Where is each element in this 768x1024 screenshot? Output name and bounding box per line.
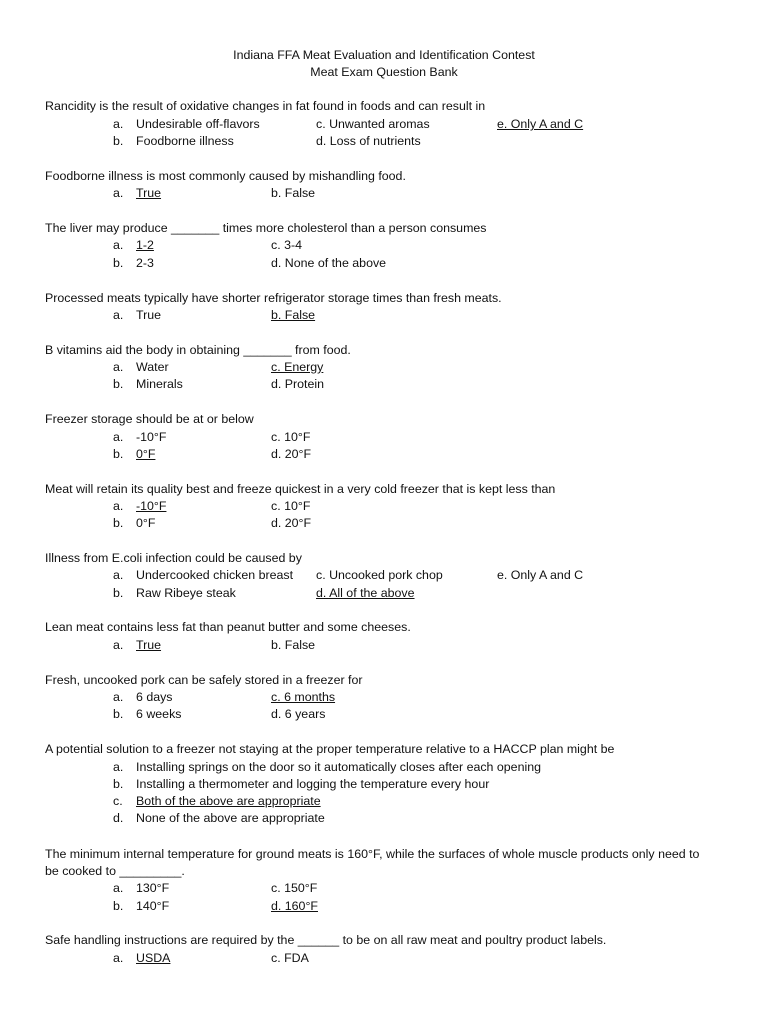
document-title: Indiana FFA Meat Evaluation and Identification Contest [233,48,535,62]
option-text: d. Protein [271,377,325,391]
correct-answer: True [136,638,162,652]
correct-answer: e. Only A and C [497,117,584,131]
question-text: B vitamins aid the body in obtaining _______ from food. [45,343,351,357]
question-text: Processed meats typically have shorter refrigerator storage times than fresh meats. [45,291,502,305]
option-text: 140°F [136,899,170,913]
option-text: c. 3-4 [271,238,302,252]
option-letter: a. [113,568,124,582]
correct-answer: d. All of the above [316,586,415,600]
option-text: -10°F [136,430,167,444]
option-text: d. 6 years [271,707,326,721]
correct-answer: Both of the above are appropriate [136,794,321,808]
option-letter: a. [113,499,124,513]
question-text: Fresh, uncooked pork can be safely stored in a freezer for [45,673,363,687]
option-letter: a. [113,186,124,200]
option-text: Foodborne illness [136,134,234,148]
option-text: c. 10°F [271,499,311,513]
option-text: b. False [271,638,316,652]
option-text: 0°F [136,516,156,530]
option-text: Minerals [136,377,183,391]
correct-answer: d. 160°F [271,899,318,913]
option-text: c. 150°F [271,881,318,895]
option-letter: b. [113,899,124,913]
option-text: d. 20°F [271,447,312,461]
option-text: 130°F [136,881,170,895]
option-text: Undercooked chicken breast [136,568,294,582]
option-letter: a. [113,690,124,704]
option-letter: a. [113,238,124,252]
question-text: Freezer storage should be at or below [45,412,254,426]
option-text: c. 10°F [271,430,311,444]
option-letter: a. [113,117,124,131]
option-letter: a. [113,760,124,774]
question-text: The liver may produce _______ times more cholesterol than a person consumes [45,221,487,235]
option-text: c. Unwanted aromas [316,117,430,131]
question-text: The minimum internal temperature for ground meats is 160°F, while the surfaces of whole muscle products only need to [45,847,700,861]
question-text: Illness from E.coli infection could be caused by [45,551,302,565]
option-text: 2-3 [136,256,154,270]
option-letter: a. [113,881,124,895]
option-text: Undesirable off-flavors [136,117,260,131]
option-text: 6 weeks [136,707,182,721]
correct-answer: USDA [136,951,171,965]
option-text: d. Loss of nutrients [316,134,421,148]
correct-answer: c. Energy [271,360,324,374]
option-letter: b. [113,447,124,461]
option-text: Installing springs on the door so it automatically closes after each opening [136,760,541,774]
option-text: Installing a thermometer and logging the temperature every hour [136,777,490,791]
option-text: b. False [271,186,316,200]
option-letter: a. [113,308,124,322]
option-text: 6 days [136,690,173,704]
correct-answer: -10°F [136,499,167,513]
question-text: Safe handling instructions are required by the ______ to be on all raw meat and poultry product labels. [45,933,607,947]
question-text: Rancidity is the result of oxidative changes in fat found in foods and can result in [45,99,486,113]
option-text: c. FDA [271,951,309,965]
option-letter: a. [113,430,124,444]
option-letter: c. [113,794,123,808]
option-text: d. 20°F [271,516,312,530]
option-letter: b. [113,707,124,721]
correct-answer: 0°F [136,447,156,461]
option-text: True [136,308,162,322]
option-text: d. None of the above [271,256,387,270]
correct-answer: c. 6 months [271,690,336,704]
correct-answer: 1-2 [136,238,154,252]
document-subtitle: Meat Exam Question Bank [310,65,458,79]
option-letter: a. [113,951,124,965]
option-text: None of the above are appropriate [136,811,325,825]
option-letter: d. [113,811,124,825]
option-letter: b. [113,777,124,791]
option-text: e. Only A and C [497,568,584,582]
question-text: Meat will retain its quality best and freeze quickest in a very cold freezer that is kept less than [45,482,556,496]
option-text: Water [136,360,169,374]
option-text: c. Uncooked pork chop [316,568,443,582]
question-text: Foodborne illness is most commonly caused by mishandling food. [45,169,406,183]
option-letter: b. [113,256,124,270]
question-text: A potential solution to a freezer not staying at the proper temperature relative to a HACCP plan might be [45,742,615,756]
question-text-continued: be cooked to _________. [45,864,185,878]
option-letter: a. [113,638,124,652]
option-letter: b. [113,377,124,391]
option-letter: b. [113,516,124,530]
option-letter: a. [113,360,124,374]
option-text: Raw Ribeye steak [136,586,236,600]
correct-answer: True [136,186,162,200]
correct-answer: b. False [271,308,316,322]
option-letter: b. [113,586,124,600]
question-text: Lean meat contains less fat than peanut butter and some cheeses. [45,620,411,634]
option-letter: b. [113,134,124,148]
